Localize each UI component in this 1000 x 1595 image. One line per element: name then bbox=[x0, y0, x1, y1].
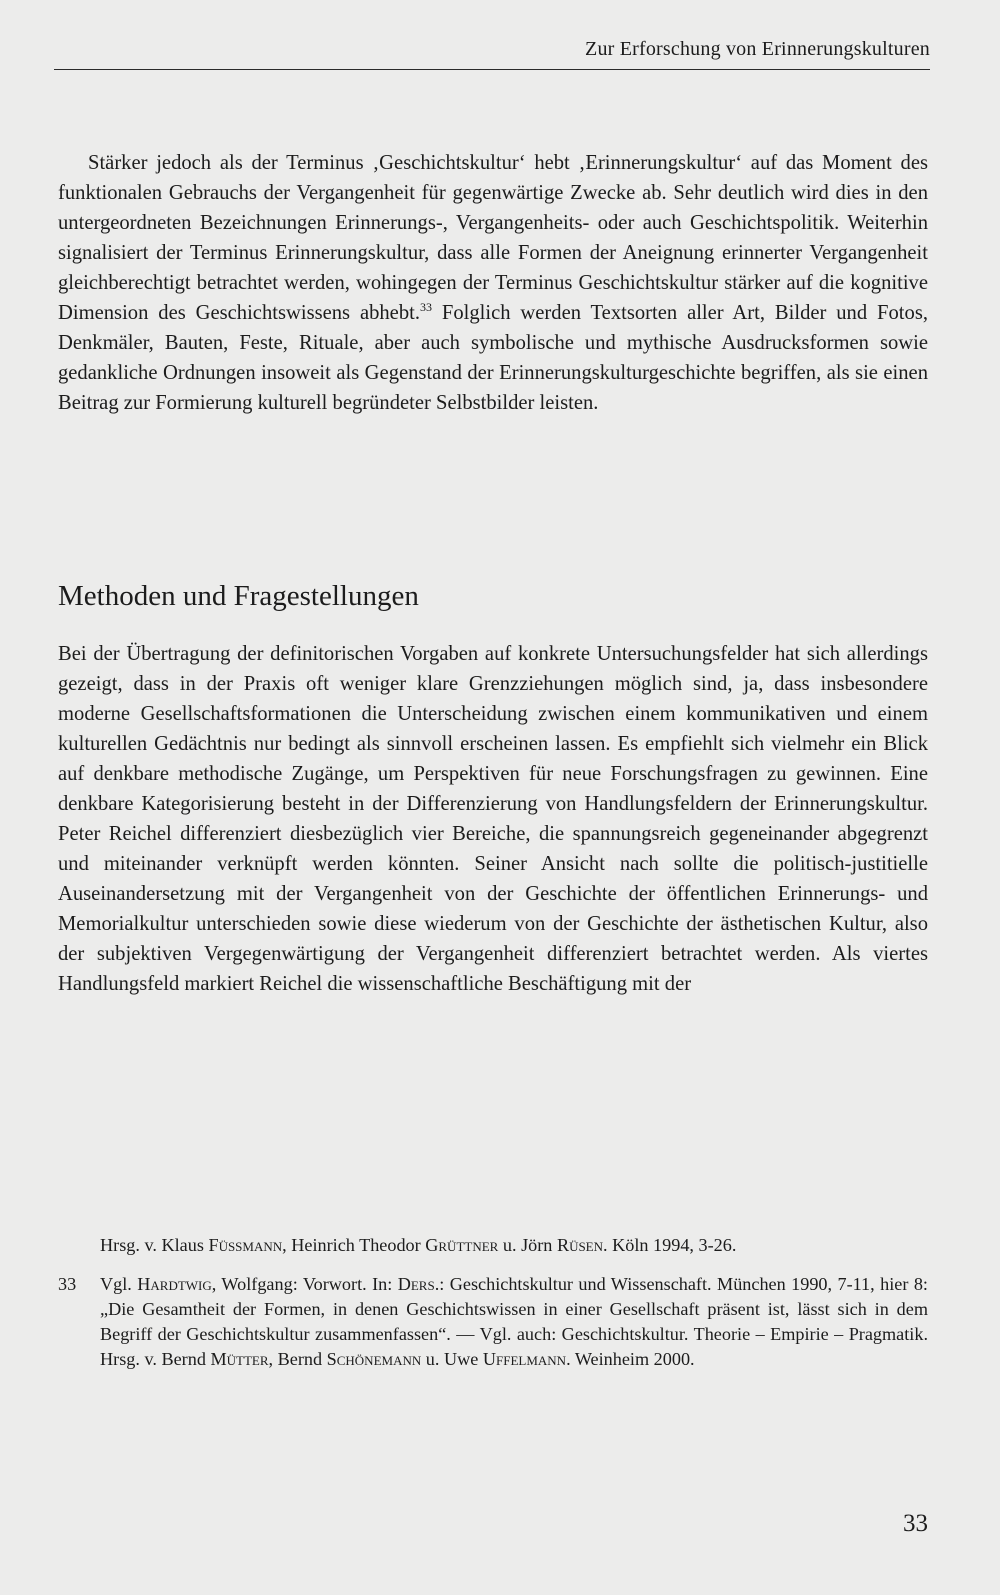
body-paragraph: Bei der Übertragung der definitorischen Vorgaben auf konkrete Untersuchungsfelder hat sich allerdings gezeigt, dass in der Praxis oft weniger klare Grenzziehungen möglich sind, ja, dass insbesondere moderne Gesellschaftsformationen die Unterscheidung zwischen einem kommunikativen und einem kulturellen Gedächtnis nur bedingt als sinnvoll erscheinen lassen. Es empfiehlt sich vielmehr ein Blick auf denkbare methodische Zugänge, um Perspektiven für neue Forschungsfragen zu gewinnen. Eine denkbare Kategorisierung besteht in der Differenzierung von Handlungsfeldern der Erinnerungskultur. Peter Reichel differenziert diesbezüglich vier Bereiche, die spannungsreich gegeneinander abgegrenzt und miteinander verknüpft werden könnten. Seiner Ansicht nach sollte die politisch-justitielle Auseinandersetzung mit der Vergangenheit von der Geschichte der öffentlichen Erinnerungs- und Memorialkultur unterschieden sowie diese wiederum von der Geschichte der ästhetischen Kultur, also der subjektiven Vergegenwärtigung der Vergangenheit differenziert betrachtet werden. Als viertes Handlungsfeld markiert Reichel die wissenschaftliche Beschäftigung mit der bbox=[58, 643, 928, 995]
author-name: Schönemann bbox=[326, 1349, 422, 1369]
author-name: Rüsen bbox=[556, 1235, 604, 1255]
running-head: Zur Erforschung von Erinnerungskulturen bbox=[585, 38, 930, 60]
header-rule bbox=[54, 69, 930, 70]
author-name: Mütter bbox=[210, 1349, 269, 1369]
author-name: Uffelmann bbox=[482, 1349, 567, 1369]
footnote-continuation: Hrsg. v. Klaus Füßmann, Heinrich Theodor Grüttner u. Jörn Rüsen. Köln 1994, 3-26. bbox=[100, 1235, 737, 1255]
footnote-number: 33 bbox=[58, 1274, 77, 1294]
author-name: Grüttner bbox=[425, 1235, 499, 1255]
page-number: 33 bbox=[903, 1510, 928, 1537]
footnote-33: 33 Vgl. Hardtwig, Wolfgang: Vorwort. In: Ders.: Geschichtskultur und Wissenschaft. München 1990, 7-11, hier 8: „Die Gesamtheit der Formen, in denen Geschichtswissen in einer Gesellschaft präsent ist, lässt sich in dem Begriff der Geschichtskultur zusammenfassen“. — Vgl. auch: Geschichtskultur. Theorie – Empirie – Pragmatik. Hrsg. v. Bernd Mütter, Bernd Schönemann u. Uwe Uffelmann. Weinheim 2000. bbox=[58, 1274, 928, 1369]
footnotes bbox=[58, 1233, 928, 1372]
paragraph-text: Folglich werden Textsorten aller Art, Bilder und Fotos, Denkmäler, Bauten, Feste, Rituale, aber auch symbolische und mythische Ausdrucksformen sowie gedankliche Ordnungen insoweit als Gegenstand der Erinnerungskulturgeschichte begriffen, als sie einen Beitrag zur Formierung kulturell begründeter Selbstbilder leisten. bbox=[58, 302, 928, 414]
section-heading: Methoden und Fragestellungen bbox=[58, 580, 419, 612]
author-name: Ders. bbox=[397, 1274, 440, 1294]
paragraph-text: Stärker jedoch als der Terminus ‚Geschichtskultur‘ hebt ‚Erinnerungskultur‘ auf das Moment des funktionalen Gebrauchs der Vergangenheit für gegenwärtige Zwecke ab. Sehr deutlich wird dies in den untergeordneten Bezeichnungen Erinnerungs-, Vergangenheits- oder auch Geschichtspolitik. Weiterhin signalisiert der Terminus Erinnerungskultur, dass alle Formen der Aneignung erinnerter Vergangenheit gleichberechtigt betrachtet werden, wohingegen der Terminus Geschichtskultur stärker auf die kognitive Dimension des Geschichtswissens abhebt. bbox=[58, 152, 928, 324]
body-paragraph bbox=[58, 148, 928, 418]
author-name: Hardtwig bbox=[137, 1274, 212, 1294]
footnote-reference: 33 bbox=[419, 300, 432, 315]
author-name: Füßmann bbox=[208, 1235, 283, 1255]
